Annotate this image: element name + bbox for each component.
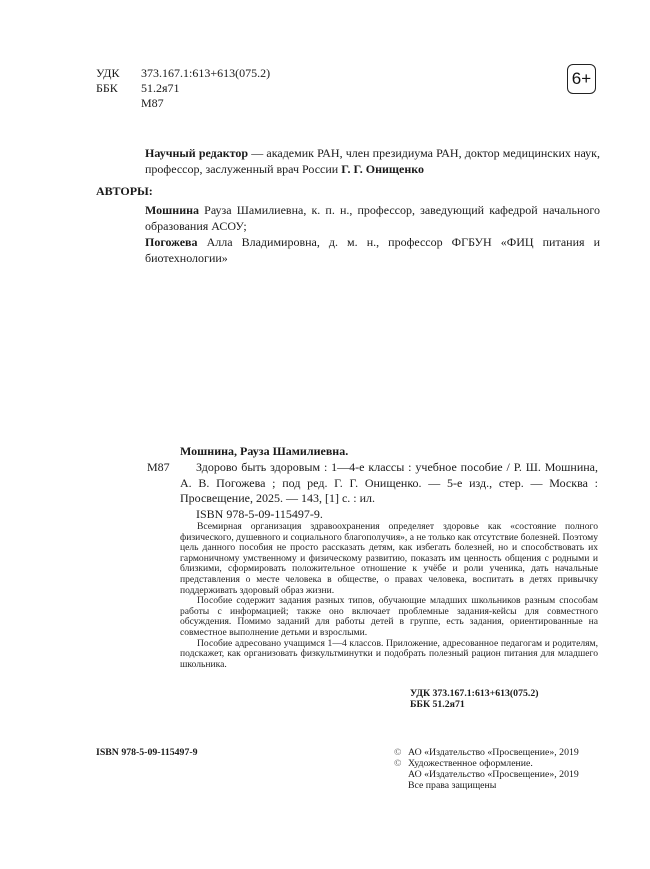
- editor-name: Г. Г. Онищенко: [341, 162, 425, 176]
- catalog-bbk: ББК 51.2я71: [410, 699, 465, 710]
- editor-label: Научный редактор: [145, 146, 249, 160]
- catalog-abstract: [180, 522, 598, 670]
- abstract-paragraph: Пособие адресовано учащимся 1—4 классов. Приложение, адресованное педагогам и родителям, подскажет, как организовать физкультминутки и подобрать полезный рацион питания для младшего школьника.: [180, 637, 598, 670]
- bbk-line: [96, 81, 270, 96]
- rights-reserved: Все права защищены: [408, 780, 497, 791]
- editor-text: — академик РАН, член президиума РАН, доктор медицинских наук, профессор, заслуженный врач России: [145, 146, 600, 176]
- copyright-icon: ©: [394, 747, 402, 758]
- author-code-line: [96, 96, 270, 111]
- udk-line: [96, 66, 270, 81]
- udk-value: 373.167.1:613+613(075.2): [141, 66, 271, 80]
- classification-codes: [96, 66, 270, 111]
- copyright-line: © Художественное оформление.: [394, 758, 533, 769]
- abstract-paragraph: Всемирная организация здравоохранения определяет здоровье как «состояние полного физического, душевного и социального благополучия», а не только как отсутствие болезней. Поэтому цель данного пособия не просто рассказать детям, как избегать болезней, но и способствовать их гармоничному умственному и физическому развитию, показать им ценность общения с родными и близкими, сформировать положительное отношение к учёбе и роли ученика, дать начальные представления о месте человека в обществе, о правах человека, воспитать в детях привычку поддерживать здоровый образ жизни.: [180, 521, 598, 596]
- author-surname: Погожева: [145, 235, 198, 249]
- copyright-block: [394, 747, 579, 791]
- age-rating-badge: 6+: [567, 64, 596, 94]
- authors-heading: АВТОРЫ:: [96, 184, 153, 198]
- catalog-code: М87: [147, 460, 170, 474]
- copyright-line: АО «Издательство «Просвещение», 2019: [408, 769, 579, 780]
- author-details: Алла Владимировна, д. м. н., профессор ФГБУН «ФИЦ питания и биотехнологии»: [145, 235, 600, 265]
- abstract-paragraph: Пособие содержит задания разных типов, обучающие младших школьников разным способам работы с информацией; также оно включает проблемные задания-кейсы для совместного обсуждения. Помимо заданий для работы детей в группе, есть задания, ориентированные на совместное выполнение детьми и взрослыми.: [180, 595, 598, 638]
- catalog-classification: [410, 688, 538, 710]
- bbk-label: ББК: [96, 81, 118, 95]
- copyright-icon: ©: [394, 758, 402, 769]
- author-item: [145, 234, 600, 266]
- author-code: М87: [141, 96, 164, 110]
- scientific-editor: [145, 145, 600, 177]
- copyright-line: © АО «Издательство «Просвещение», 2019: [394, 747, 579, 758]
- authors-list: [145, 202, 600, 266]
- footer-isbn: ISBN 978-5-09-115497-9: [96, 747, 198, 758]
- bbk-value: 51.2я71: [141, 81, 180, 95]
- catalog-description: Здорово быть здоровым : 1—4-е классы : учебное пособие / Р. Ш. Мошнина, А. В. Погожева ; под ред. Г. Г. Онищенко. — 5-е изд., стер. — Москва : Просвещение, 2025. — 143, [1] с. : ил.: [180, 460, 598, 505]
- author-details: Рауза Шамилиевна, к. п. н., профессор, заведующий кафедрой начального образования АСОУ;: [145, 203, 600, 233]
- catalog-isbn: ISBN 978-5-09-115497-9.: [196, 506, 323, 521]
- catalog-description-block: [180, 460, 598, 522]
- catalog-udk: УДК 373.167.1:613+613(075.2): [410, 688, 539, 699]
- author-surname: Мошнина: [145, 203, 200, 217]
- catalog-author-heading: Мошнина, Рауза Шамилиевна.: [180, 444, 349, 458]
- udk-label: УДК: [96, 66, 120, 80]
- author-item: [145, 202, 600, 234]
